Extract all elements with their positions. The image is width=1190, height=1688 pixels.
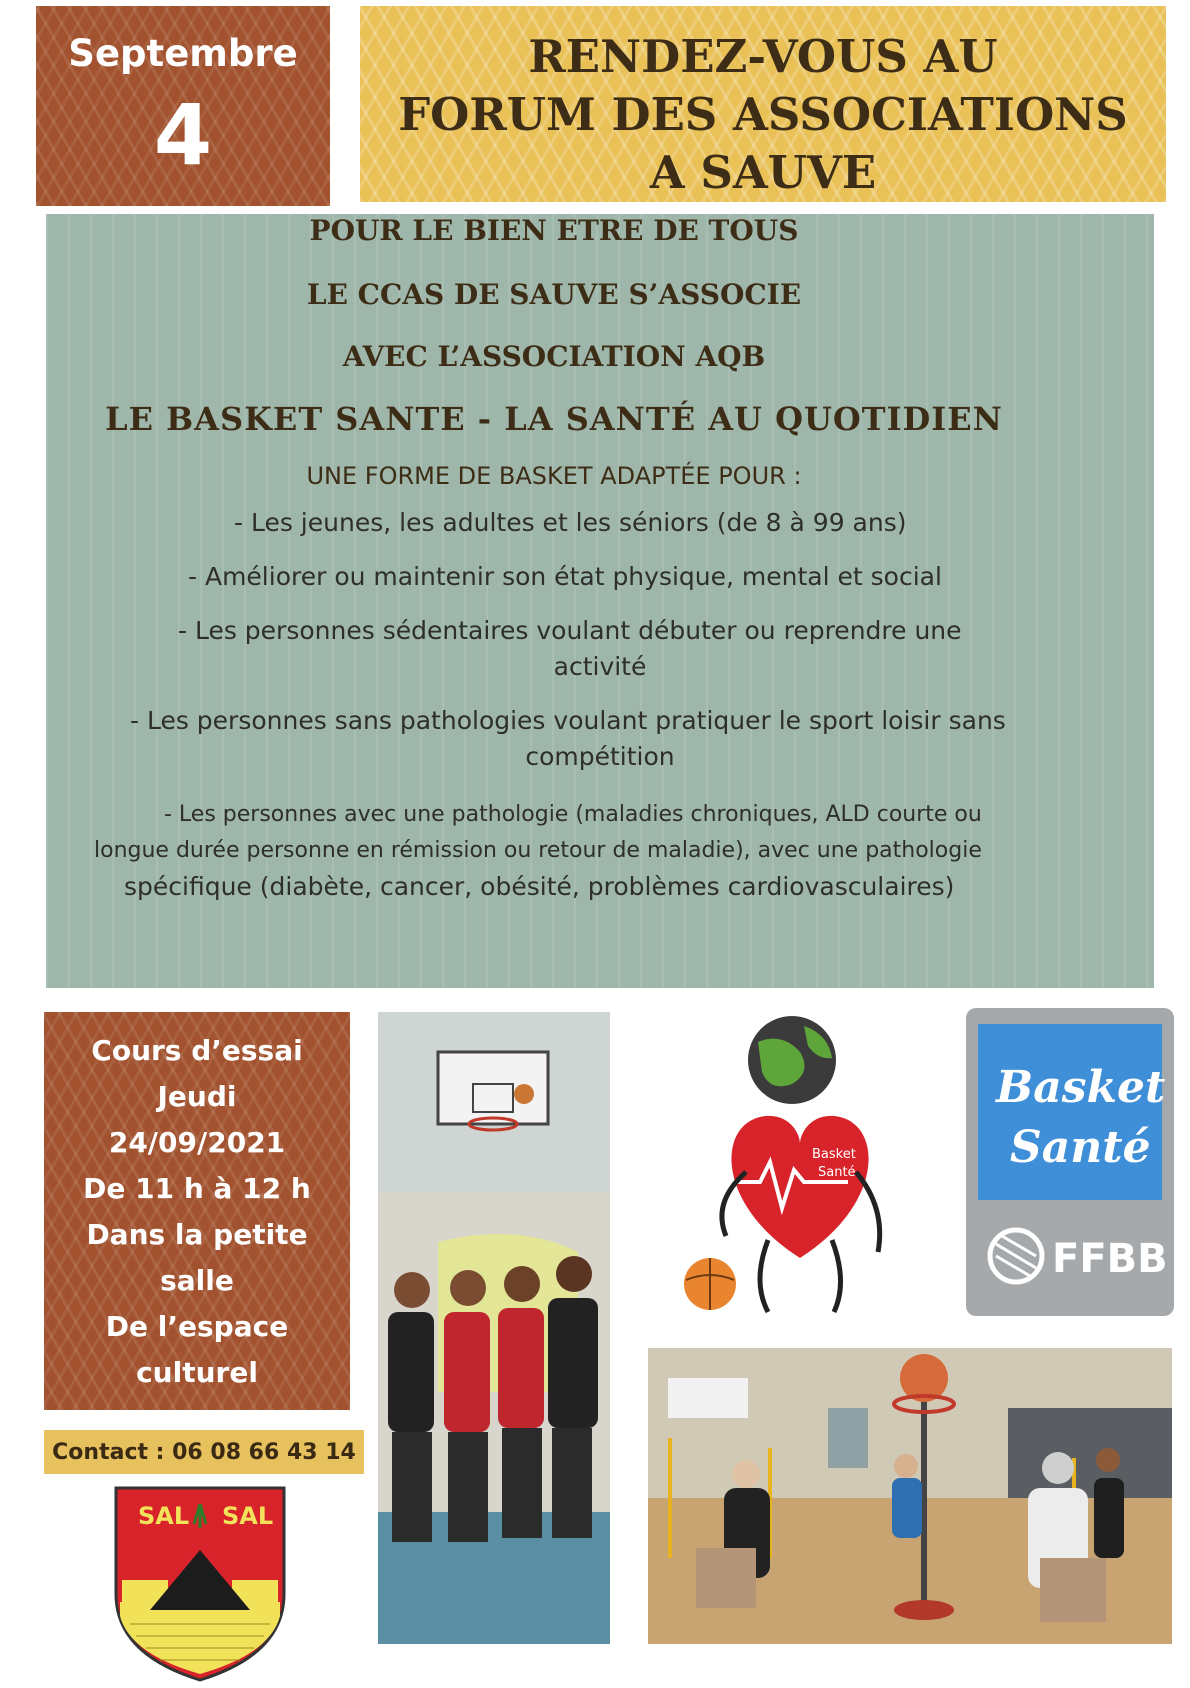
seniors-basketball-photo [648,1348,1172,1644]
trial-line: 24/09/2021 [108,1126,286,1159]
heart-label-basket: Basket [812,1147,856,1162]
trial-line: De 11 h à 12 h [83,1172,311,1205]
crest-text-right: SAL [222,1502,274,1530]
heart-label-sante: Santé [818,1165,856,1180]
date-box [36,6,330,206]
forum-title-line: A SAUVE [649,146,877,199]
trial-line: Dans la petite [86,1218,308,1251]
date-month: Septembre [68,32,298,75]
kids-basketball-photo [378,1012,610,1644]
trial-line: Jeudi [157,1080,237,1113]
bullet-item-continued: compétition [525,742,675,771]
trial-line: salle [160,1264,234,1297]
crest-text-left: SAL [138,1502,190,1530]
date-day: 4 [153,86,213,184]
bullet-item-continued: spécifique (diabète, cancer, obésité, problèmes cardiovasculaires) [124,872,955,901]
bullet-item: - Les personnes sans pathologies voulant pratiquer le sport loisir sans [130,706,1006,735]
bullet-item: - Les jeunes, les adultes et les séniors (de 8 à 99 ans) [234,508,907,537]
trial-course-box [44,1012,350,1410]
contact-phone: Contact : 06 08 66 43 14 [44,1430,364,1474]
forum-title-box [360,6,1166,202]
town-crest-image [110,1484,290,1684]
bs-text-basket: Basket [996,1062,1166,1113]
forum-title-line: RENDEZ-VOUS AU [528,30,998,83]
heading-basket-sante: LE BASKET SANTE - LA SANTÉ AU QUOTIDIEN [105,400,1003,438]
bullet-item-continued: activité [553,652,647,681]
forum-title-line: FORUM DES ASSOCIATIONS [398,88,1128,141]
trial-line: Cours d’essai [91,1034,303,1067]
bullet-item: - Améliorer ou maintenir son état physique, mental et social [188,562,942,591]
main-info-panel [46,214,1154,988]
bs-text-sante: Santé [1010,1122,1151,1173]
trial-line: De l’espace [105,1310,289,1343]
bullet-item-continued: longue durée personne en rémission ou retour de maladie), avec une pathologie [94,838,982,863]
bullet-item: - Les personnes avec une pathologie (maladies chroniques, ALD courte ou [164,802,982,827]
basket-sante-heart-logo [672,1012,928,1336]
heading-bien-etre: POUR LE BIEN ETRE DE TOUS [309,214,799,247]
ffbb-text: FFBB [1052,1236,1168,1282]
trial-line: culturel [136,1356,258,1389]
intro-line: UNE FORME DE BASKET ADAPTÉE POUR : [306,462,802,490]
basket-sante-ffbb-logo [966,1008,1174,1316]
bullet-item: - Les personnes sédentaires voulant débuter ou reprendre une [178,616,962,645]
heading-ccas: LE CCAS DE SAUVE S’ASSOCIE [306,278,802,311]
heading-aqb: AVEC L’ASSOCIATION AQB [342,340,766,373]
